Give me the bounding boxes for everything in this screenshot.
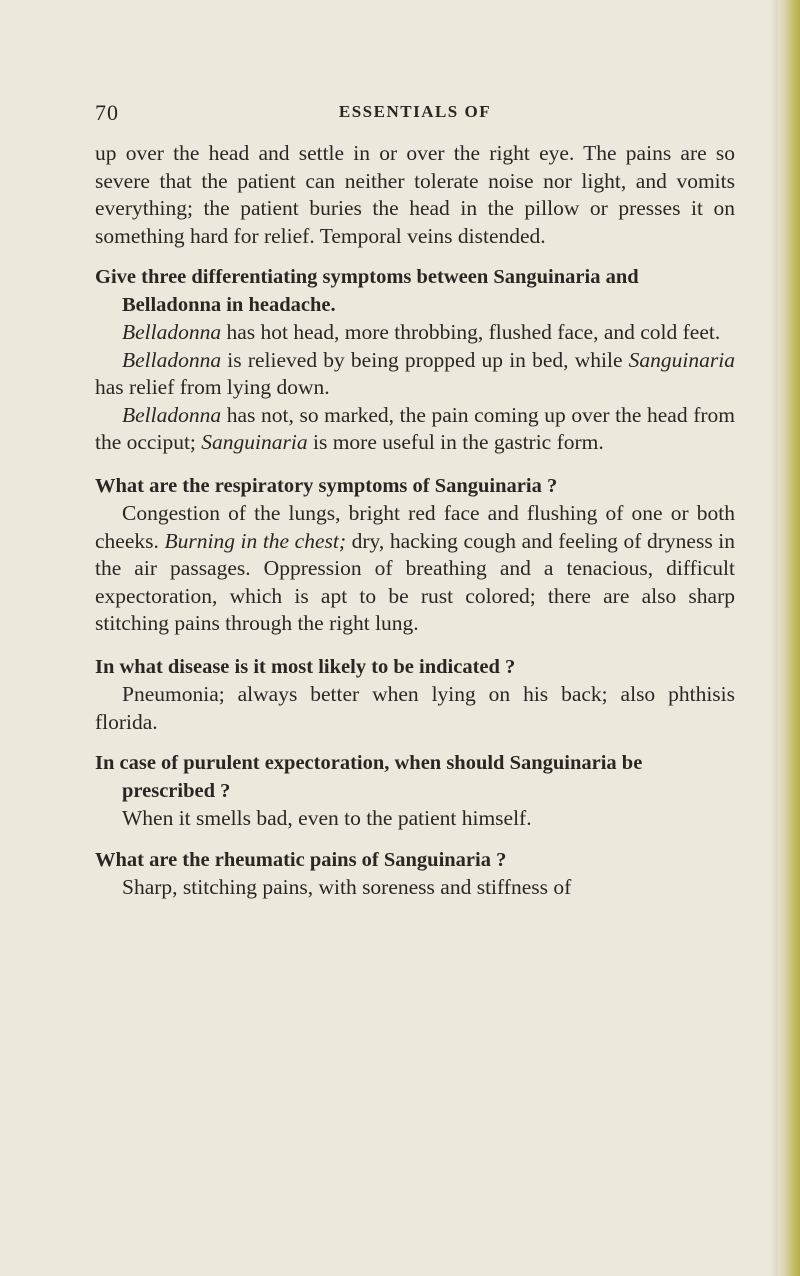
answer-paragraph: Belladonna is relieved by being propped up in bed, while Sanguinaria has relief from lying down. [95,347,735,399]
page-edge [778,0,800,1276]
answer-paragraph: Belladonna has hot head, more throbbing, flushed face, and cold feet. [122,320,721,344]
page-edge-shadow [770,0,778,1276]
question-purulent: In case of purulent expectoration, when should Sanguinaria be prescribed ? [95,752,643,802]
answer-paragraph: Congestion of the lungs, bright red face and flushing of one or both cheeks. Burning in the chest; dry, hacking cough and feeling of dryness in the air passages. Oppression of breathing and a tenacious, difficult expectoration, which is apt to be rust colored; there are also sharp stitching pains through the right lung. [95,501,736,635]
answer-paragraph: Pneumonia; always better when lying on his back; also phthisis florida. [95,682,735,734]
italic-term: Sanguinaria [628,347,735,372]
question-respiratory: What are the respiratory symptoms of Sanguinaria ? [95,474,558,497]
page-number: 70 [95,100,119,125]
italic-term: Belladonna [122,402,222,427]
italic-term: Burning in the chest; [164,528,347,553]
page-header [95,100,735,130]
question-belladonna-headache: Give three differentiating symptoms between Sanguinaria and Belladonna in headache. [95,266,639,316]
question-rheumatic: What are the rheumatic pains of Sanguinaria ? [95,848,507,871]
italic-term: Belladonna [122,320,222,344]
answer-paragraph: Sharp, stitching pains, with soreness and stiffness of [122,875,572,899]
question-disease: In what disease is it most likely to be indicated ? [95,655,516,678]
italic-term: Belladonna [122,347,222,372]
running-title: ESSENTIALS OF [338,102,492,121]
answer-paragraph: When it smells bad, even to the patient himself. [122,806,532,830]
paragraph-continuation: up over the head and settle in or over the right eye. The pains are so severe that the patient can neither tolerate noise nor light, and vomits everything; the patient buries the head in the pillow or presses it on something hard for relief. Temporal veins distended. [95,141,735,248]
page-body [95,140,735,902]
answer-paragraph: Belladonna has not, so marked, the pain coming up over the head from the occiput; Sanguinaria is more useful in the gastric form. [95,402,735,454]
italic-term: Sanguinaria [201,430,308,454]
